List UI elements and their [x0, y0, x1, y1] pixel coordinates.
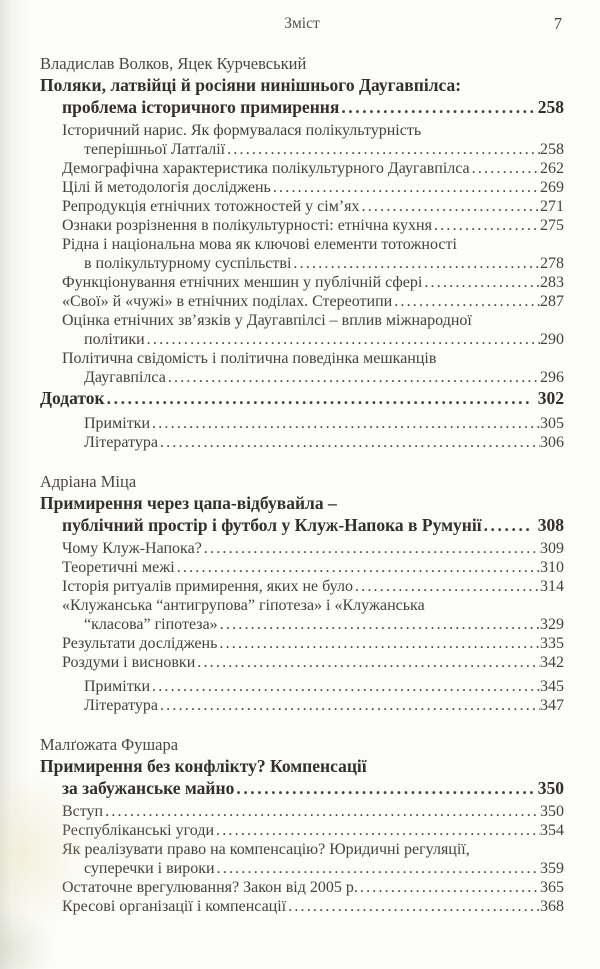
- page-number: 7: [553, 14, 562, 33]
- toc-leader-dots: [177, 558, 540, 577]
- toc-row: [62, 197, 564, 216]
- toc-row: [62, 96, 564, 118]
- toc-row: [84, 677, 564, 696]
- toc-entry-label: Примітки: [84, 678, 151, 695]
- toc-entry-page: 345: [540, 678, 564, 695]
- toc-entry-label: Поляки, латвійці й росіяни нинішнього Даугавпілса:: [40, 75, 462, 95]
- toc-row: [40, 387, 564, 409]
- toc-entry-label: Чому Клуж-Напока?: [62, 540, 202, 557]
- toc-leader-dots: [160, 433, 540, 452]
- toc-entry-page: 258: [540, 141, 564, 158]
- toc-entry-label: Адріана Міца: [40, 472, 137, 491]
- toc-entry-page: 308: [537, 515, 564, 535]
- toc-entry-label: Репродукція етнічних тотожностей у сім’ях: [62, 198, 360, 215]
- toc-entry-label: Історія ритуалів примирення, яких не було: [62, 578, 353, 595]
- toc-leader-dots: [273, 178, 540, 197]
- toc-row: [62, 292, 564, 311]
- toc-leader-dots: [362, 197, 540, 216]
- toc-entry-label: Результати досліджень: [62, 635, 218, 652]
- toc-leader-dots: [105, 802, 540, 821]
- toc-row: [84, 368, 564, 387]
- toc-leader-dots: [147, 330, 540, 349]
- toc-leader-dots: [288, 897, 540, 916]
- toc-row: [62, 121, 564, 140]
- toc-leader-dots: [216, 821, 540, 840]
- toc-entry-page: 365: [540, 879, 564, 896]
- toc-entry-page: 350: [540, 803, 564, 820]
- toc-entry-page: 335: [540, 635, 564, 652]
- toc-entry-page: 354: [540, 822, 564, 839]
- toc-entry-page: 278: [540, 255, 564, 272]
- toc-entry-label: Історичний нарис. Як формувалася полікультурність: [62, 122, 422, 139]
- toc-row: [84, 254, 564, 273]
- toc-entry-page: 306: [540, 434, 564, 451]
- toc-row: [84, 330, 564, 349]
- toc-entry-page: 271: [540, 198, 564, 215]
- toc-leader-dots: [360, 878, 540, 897]
- toc-entry-page: 314: [540, 578, 564, 595]
- toc-entry-page: 290: [540, 331, 564, 348]
- toc-leader-dots: [394, 292, 540, 311]
- toc-row: [62, 897, 564, 916]
- toc-entry-page: 310: [540, 559, 564, 576]
- toc-entry-page: 302: [537, 388, 564, 408]
- toc-leader-dots: [220, 615, 540, 634]
- toc-leader-dots: [219, 634, 540, 653]
- toc-leader-dots: [152, 677, 540, 696]
- toc-row: [84, 433, 564, 452]
- toc-leader-dots: [204, 539, 540, 558]
- toc-entry-label: Рідна і національна мова як ключові елементи тотожності: [62, 236, 457, 253]
- toc-entry-label: Теоретичні межі: [62, 559, 175, 576]
- toc-entry-label: Малґожата Фушара: [40, 735, 179, 754]
- toc-row: [62, 558, 564, 577]
- toc-entry-label: проблема історичного примирення: [62, 97, 340, 117]
- toc-row: [62, 311, 564, 330]
- toc-leader-dots: [293, 254, 540, 273]
- toc-entry-page: 275: [540, 217, 564, 234]
- toc-entry-page: 296: [540, 369, 564, 386]
- toc-entry-label: Примирення без конфлікту? Компенсації: [40, 756, 367, 776]
- toc-row: [40, 472, 564, 492]
- page-header: [40, 14, 564, 34]
- toc-row: [62, 216, 564, 235]
- toc-entry-label: Функціонування етнічних меншин у публічній сфері: [62, 274, 423, 291]
- toc-entry-page: 262: [540, 160, 564, 177]
- toc-entry-page: 368: [540, 898, 564, 915]
- toc-row: [62, 840, 564, 859]
- toc-entry-label: Примітки: [84, 415, 151, 432]
- toc-entry-label: Кресові організації і компенсації: [62, 898, 287, 915]
- toc-leader-dots: [472, 159, 540, 178]
- toc-entry-label: Оцінка етнічних зв’язків у Даугавпілсі – вплив міжнародної: [62, 312, 472, 329]
- toc-row: [40, 735, 564, 755]
- toc-entry-page: 329: [540, 616, 564, 633]
- toc-entry-label: за забужанське майно: [62, 778, 235, 798]
- toc-entry-label: Роздуми і висновки: [62, 654, 196, 671]
- toc-entry-page: 309: [540, 540, 564, 557]
- toc-leader-dots: [197, 653, 540, 672]
- toc-row: [62, 777, 564, 799]
- toc-row: [62, 634, 564, 653]
- toc-entry-label: Політична свідомість і політична поведінка мешканців: [62, 350, 437, 367]
- toc-entry-page: 258: [537, 97, 564, 117]
- toc-row: [84, 859, 564, 878]
- toc-row: [62, 802, 564, 821]
- toc-entry-label: Як реалізувати право на компенсацію? Юридичні регуляції,: [62, 841, 470, 858]
- toc-row: [84, 414, 564, 433]
- toc-row: [62, 514, 564, 536]
- toc-leader-dots: [434, 216, 540, 235]
- toc-leader-dots: [484, 514, 533, 536]
- toc-leader-dots: [341, 96, 532, 118]
- toc-row: [62, 653, 564, 672]
- toc-leader-dots: [236, 777, 532, 799]
- toc-row: [40, 54, 564, 74]
- toc-leader-dots: [355, 577, 540, 596]
- toc-row: [62, 539, 564, 558]
- toc-row: [62, 596, 564, 615]
- toc-entry-label: Демографічна характеристика полікультурного Даугавпілса: [62, 160, 470, 177]
- toc-entry-label: «Свої» й «чужі» в етнічних поділах. Стереотипи: [62, 293, 393, 310]
- toc-entry-label: політики: [84, 331, 145, 348]
- toc-leader-dots: [168, 368, 540, 387]
- toc-row: [84, 615, 564, 634]
- toc-entry-page: 359: [540, 860, 564, 877]
- toc-row: [62, 235, 564, 254]
- toc-entry-label: Примирення через цапа-відбувайла –: [40, 493, 337, 513]
- toc-entry-label: Додаток: [40, 388, 105, 408]
- toc-row: [84, 140, 564, 159]
- toc-leader-dots: [160, 696, 540, 715]
- toc-entry-label: Цілі й методологія досліджень: [62, 179, 271, 196]
- toc-entry-page: 347: [540, 697, 564, 714]
- toc-leader-dots: [217, 859, 540, 878]
- toc-entry-label: Владислав Волков, Яцек Курчевський: [40, 54, 307, 73]
- toc-row: [40, 755, 564, 777]
- toc-entry-label: публічний простір і футбол у Клуж-Напока в Румунії: [62, 515, 482, 535]
- toc-leader-dots: [227, 140, 540, 159]
- toc-row: [40, 74, 564, 96]
- toc-entry-label: Література: [84, 434, 158, 451]
- toc-row: [40, 492, 564, 514]
- toc-row: [62, 577, 564, 596]
- toc-entry-label: Республіканські угоди: [62, 822, 215, 839]
- toc-entry-label: суперечки і вироки: [84, 860, 215, 877]
- toc-entry-label: “класова” гіпотеза»: [84, 616, 218, 633]
- toc-entry-page: 283: [540, 274, 564, 291]
- toc-row: [62, 349, 564, 368]
- toc-entry-label: теперішньої Латґалії: [84, 141, 226, 158]
- toc-entry-label: Література: [84, 697, 158, 714]
- toc-row: [62, 821, 564, 840]
- toc: [40, 54, 564, 916]
- toc-row: [62, 273, 564, 292]
- toc-entry-label: Даугавпілса: [84, 369, 166, 386]
- toc-entry-page: 342: [540, 654, 564, 671]
- toc-row: [84, 696, 564, 715]
- page-header-title: Зміст: [284, 15, 320, 32]
- toc-entry-page: 350: [537, 778, 564, 798]
- toc-leader-dots: [107, 387, 533, 409]
- toc-entry-label: «Клужанська “антигрупова” гіпотеза» і «Клужанська: [62, 597, 425, 614]
- toc-entry-label: Остаточне врегулювання? Закон від 2005 р.: [62, 879, 358, 896]
- toc-entry-label: в полікультурному суспільстві: [84, 255, 292, 272]
- toc-leader-dots: [152, 414, 540, 433]
- toc-row: [62, 178, 564, 197]
- toc-leader-dots: [424, 273, 540, 292]
- toc-entry-page: 287: [540, 293, 564, 310]
- toc-row: [62, 159, 564, 178]
- toc-entry-page: 305: [540, 415, 564, 432]
- toc-entry-label: Вступ: [62, 803, 104, 820]
- toc-entry-page: 269: [540, 179, 564, 196]
- toc-entry-label: Ознаки розрізнення в полікультурності: етнічна кухня: [62, 217, 432, 234]
- toc-row: [62, 878, 564, 897]
